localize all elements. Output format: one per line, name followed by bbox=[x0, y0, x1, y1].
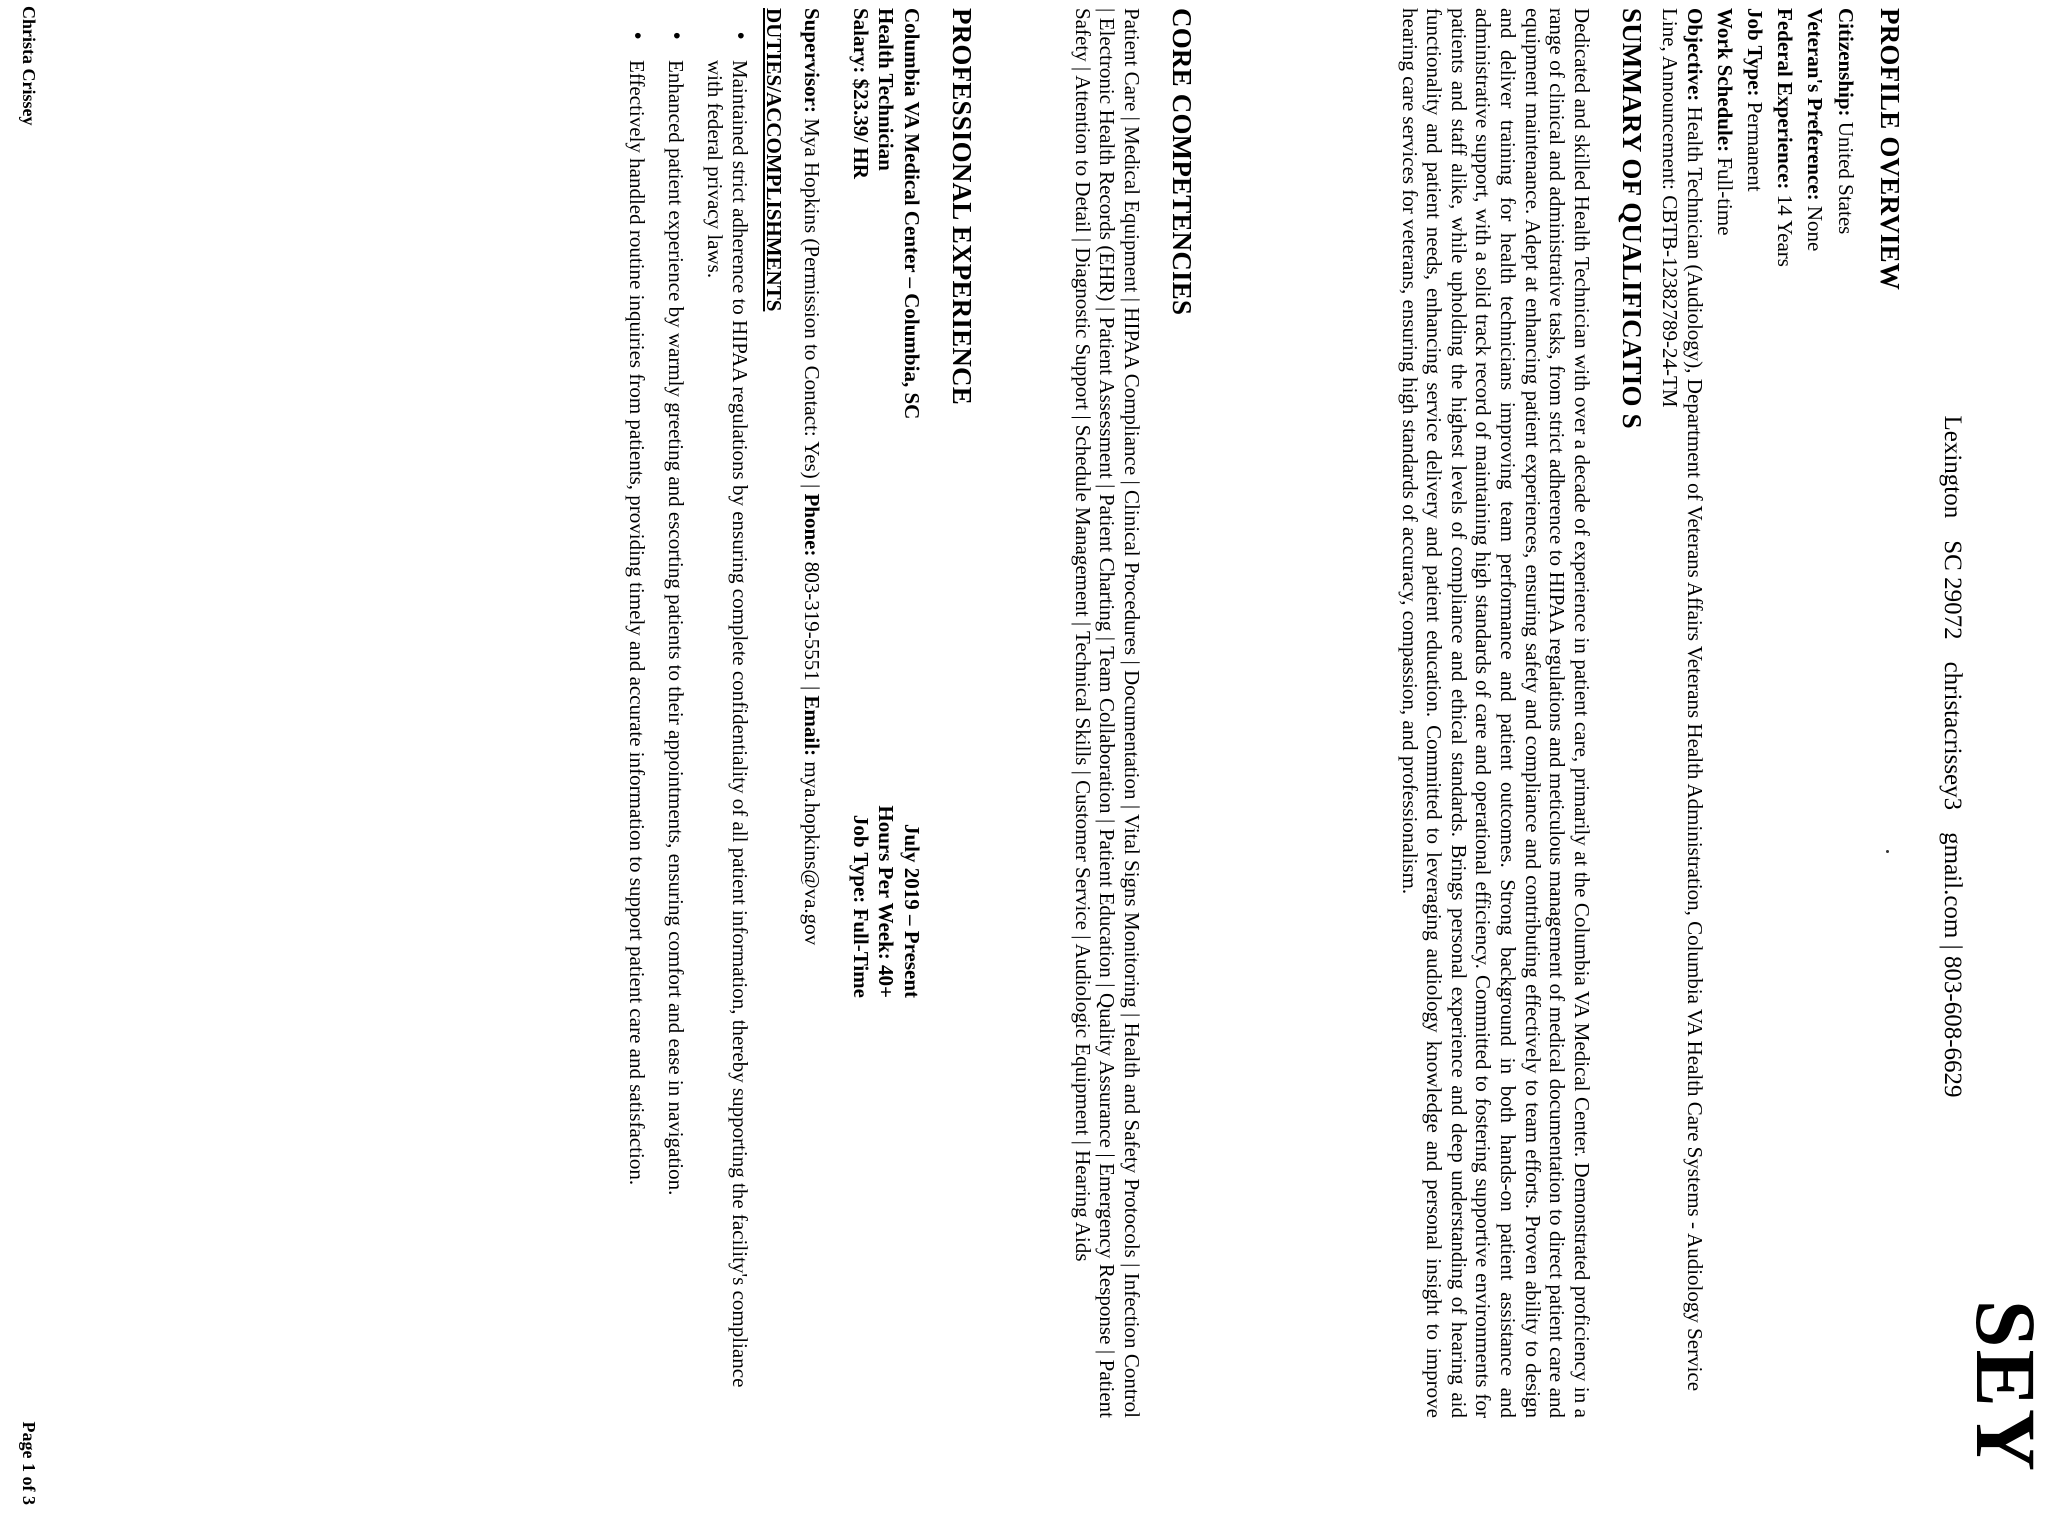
competencies-heading: CORE COMPETENCIES bbox=[1167, 8, 1197, 316]
duty-text: Enhanced patient experience by warmly greeting and escorting patients to their appointments, ensuring comfort and ease in navigation. bbox=[663, 60, 688, 1196]
contact-city: Lexington bbox=[1939, 415, 1966, 519]
schedule-value: Full-time bbox=[1712, 157, 1737, 236]
contact-state-zip: SC 29072 bbox=[1939, 540, 1966, 640]
bullet-icon: • bbox=[664, 32, 689, 40]
duties-heading: DUTIES/ACCOMPLISHMENTS bbox=[762, 8, 787, 312]
objective-value: Health Technician (Audiology), Department of Veterans Affairs Veterans Health Administration, Columbia VA Health Care Systems - Audiology Service Line, Announcement: CBTB-12382789-24-TM bbox=[1657, 8, 1707, 1392]
summary-heading: SUMMARY OF QUALIFICATIO S bbox=[1617, 8, 1647, 429]
citizenship-value: United States bbox=[1833, 121, 1858, 235]
footer-name: Christa Crissey bbox=[19, 6, 39, 126]
job-hours: Hours Per Week: 40+ bbox=[874, 805, 899, 998]
citizenship-label: Citizenship: bbox=[1833, 8, 1858, 117]
job-right-block bbox=[848, 788, 924, 998]
summary-section bbox=[1397, 8, 1647, 1418]
job-left-block bbox=[848, 8, 924, 419]
duties-list bbox=[623, 8, 752, 1428]
jobtype-field bbox=[1742, 8, 1767, 1428]
job-title: Health Technician bbox=[874, 8, 899, 171]
phone-value: 803-319-5551 | bbox=[799, 561, 824, 691]
federal-field bbox=[1772, 8, 1797, 1428]
veteran-field bbox=[1802, 8, 1827, 1428]
supervisor-value: Mya Hopkins (Permission to Contact: Yes) | bbox=[799, 118, 824, 489]
supervisor-line bbox=[799, 8, 824, 1428]
email-label: Email: bbox=[799, 695, 824, 757]
experience-heading: PROFESSIONAL EXPERIENCE bbox=[947, 8, 977, 405]
schedule-field bbox=[1712, 8, 1737, 1428]
bullet-icon: • bbox=[625, 32, 650, 40]
veteran-label: Veteran's Preference: bbox=[1803, 8, 1828, 201]
job-type: Job Type: Full-Time bbox=[849, 814, 874, 998]
duty-item bbox=[702, 8, 752, 1428]
duty-text: Effectively handled routine inquiries from patients, providing timely and accurate information to support patient care and satisfaction. bbox=[624, 60, 649, 1186]
objective-label: Objective: bbox=[1682, 8, 1707, 102]
contact-email: christacrissey3 bbox=[1939, 661, 1966, 811]
footer-page-number: Page 1 of 3 bbox=[19, 1421, 39, 1505]
jobtype-label: Job Type: bbox=[1743, 8, 1768, 97]
experience-section bbox=[609, 8, 977, 1428]
objective-field bbox=[1656, 8, 1706, 1428]
citizenship-field bbox=[1833, 8, 1858, 1428]
schedule-label: Work Schedule: bbox=[1712, 8, 1737, 153]
job-header bbox=[844, 8, 924, 1428]
jobtype-value: Permanent bbox=[1743, 101, 1768, 192]
federal-value: 14 Years bbox=[1773, 194, 1798, 267]
supervisor-label: Supervisor: bbox=[799, 8, 824, 113]
duty-text: Maintained strict adherence to HIPAA regulations by ensuring complete confidentiality of all patient information, thereby supporting the facility's compliance with federal privacy laws. bbox=[702, 60, 753, 1388]
employer-name: Columbia VA Medical Center – Columbia, SC bbox=[899, 8, 924, 420]
phone-label: Phone: bbox=[799, 493, 824, 557]
duty-item bbox=[623, 8, 648, 1428]
duty-item bbox=[663, 8, 688, 1428]
profile-section bbox=[1651, 8, 1905, 1428]
veteran-value: None bbox=[1803, 205, 1828, 252]
contact-email-phone: gmail.com | 803-608-6629 bbox=[1939, 832, 1966, 1098]
competencies-section bbox=[1070, 8, 1197, 1418]
job-dates: July 2019 – Present bbox=[899, 823, 924, 998]
email-value: mya.hopkins@va.gov bbox=[799, 761, 824, 946]
salary: Salary: $23.39/ HR bbox=[849, 8, 874, 179]
competencies-text: Patient Care | Medical Equipment | HIPAA Compliance | Clinical Procedures | Documentation | Vital Signs Monitoring | Health and Safety Protocols | Infection Control | Electronic Health Records (EHR) | Patient Assessment | Patient Charting | Team Collaboration | Patient Education | Quality Assurance | Emergency Response | Patient Safety | Attention to Detail | Diagnostic Support | Schedule Management | Technical Skills | Customer Service | Audiologic Equipment | Hearing Aids bbox=[1070, 8, 1144, 1418]
bullet-icon: • bbox=[729, 32, 754, 40]
summary-text: Dedicated and skilled Health Technician with over a decade of experience in patient care, primarily at the Columbia VA Medical Center. Demonstrated proficiency in a range of clinical and administrative tasks, from strict adherence to HIPAA regulations and meticulous management of medical documentation to direct patient care and equipment maintenance. Adept at enhancing patient experiences, ensuring safety and compliance and contributing effectively to team efforts. Proven ability to design and deliver training for health technicians improving team performance and patient outcomes. Strong background in both hands-on patient assistance and administrative support, with a solid track record of maintaining high standards of care and operational efficiency. Committed to fostering supportive environments for patients and staff alike, while upholding the highest levels of compliance and ethical standards. Brings personal experience and deep understanding of hearing aid functionality and patient needs, enhancing service delivery and patient education. Committed to leveraging audiology knowledge and personal insight to improve hearing care services for veterans, ensuring high standards of accuracy, compassion, and professionalism. bbox=[1397, 8, 1594, 1418]
federal-label: Federal Experience: bbox=[1773, 8, 1798, 190]
candidate-name: SEY bbox=[1958, 1299, 2054, 1473]
profile-heading: PROFILE OVERVIEW bbox=[1875, 8, 1905, 291]
contact-line bbox=[1938, 0, 1967, 1513]
